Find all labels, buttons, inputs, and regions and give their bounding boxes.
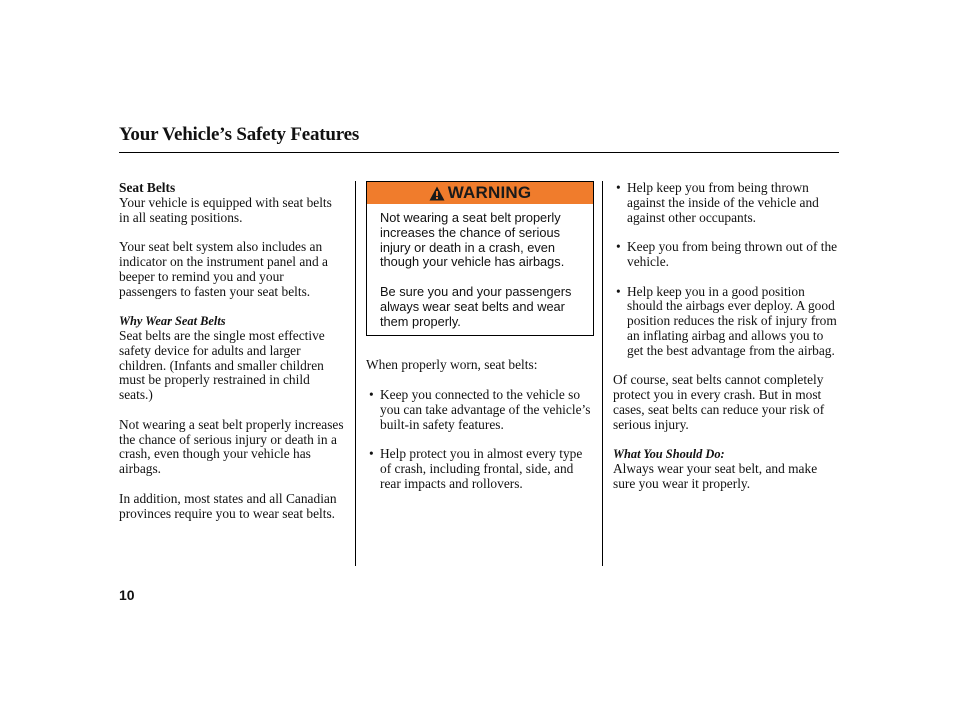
paragraph: When properly worn, seat belts: (366, 357, 538, 373)
paragraph: Your seat belt system also includes an indicator on the instrument panel and a beeper to remind you and your passengers to fasten your seat belts. (119, 239, 328, 299)
title-rule (119, 152, 839, 153)
column-3 (613, 181, 839, 507)
benefits-list (366, 388, 594, 492)
warning-header (367, 182, 593, 204)
warning-paragraph: Be sure you and your passengers always wear seat belts and wear them properly. (380, 283, 572, 329)
why-wear-heading: Why Wear Seat Belts (119, 314, 226, 329)
benefits-list-continued (613, 181, 839, 359)
paragraph: Seat belts are the single most effective safety device for adults and larger children. (Infants and smaller children must be properly restrained in child seats.) (119, 327, 325, 403)
paragraph: Your vehicle is equipped with seat belts in all seating positions. (119, 194, 332, 225)
warning-label: WARNING (447, 182, 532, 202)
paragraph: In addition, most states and all Canadian provinces require you to wear seat belts. (119, 490, 337, 521)
page-title: Your Vehicle’s Safety Features (119, 124, 360, 145)
warning-paragraph: Not wearing a seat belt properly increases the chance of serious injury or death in a crash, even though your vehicle has airbags. (380, 210, 565, 270)
list-item: • Help keep you in a good position should the airbags ever deploy. A good position reduces the risk of injury from an inflating airbag and allows you to get the best advantage from the airbag. (613, 285, 839, 359)
page-number: 10 (119, 587, 135, 603)
seat-belts-heading: Seat Belts (119, 180, 176, 195)
paragraph: Of course, seat belts cannot completely protect you in every crash. But in most cases, seat belts can reduce your risk of serious injury. (613, 372, 825, 432)
what-you-should-do-heading: What You Should Do: (613, 447, 725, 462)
list-item: • Keep you connected to the vehicle so you can take advantage of the vehicle’s built-in safety features. (366, 388, 594, 432)
paragraph: Not wearing a seat belt properly increases the chance of serious injury or death in a crash, even though your vehicle has airbags. (119, 416, 344, 477)
list-item: • Help protect you in almost every type of crash, including frontal, side, and rear impacts and rollovers. (366, 447, 594, 491)
warning-body (367, 204, 593, 335)
list-item: • Help keep you from being thrown against the inside of the vehicle and against other occupants. (613, 181, 839, 225)
list-item: • Keep you from being thrown out of the vehicle. (613, 240, 839, 270)
paragraph: Always wear your seat belt, and make sure you wear it properly. (613, 461, 818, 491)
column-divider-2 (602, 181, 603, 566)
column-divider-1 (355, 181, 356, 566)
warning-box (366, 181, 594, 336)
column-1 (119, 181, 345, 536)
column-2 (366, 181, 594, 506)
warning-triangle-icon (429, 186, 445, 201)
